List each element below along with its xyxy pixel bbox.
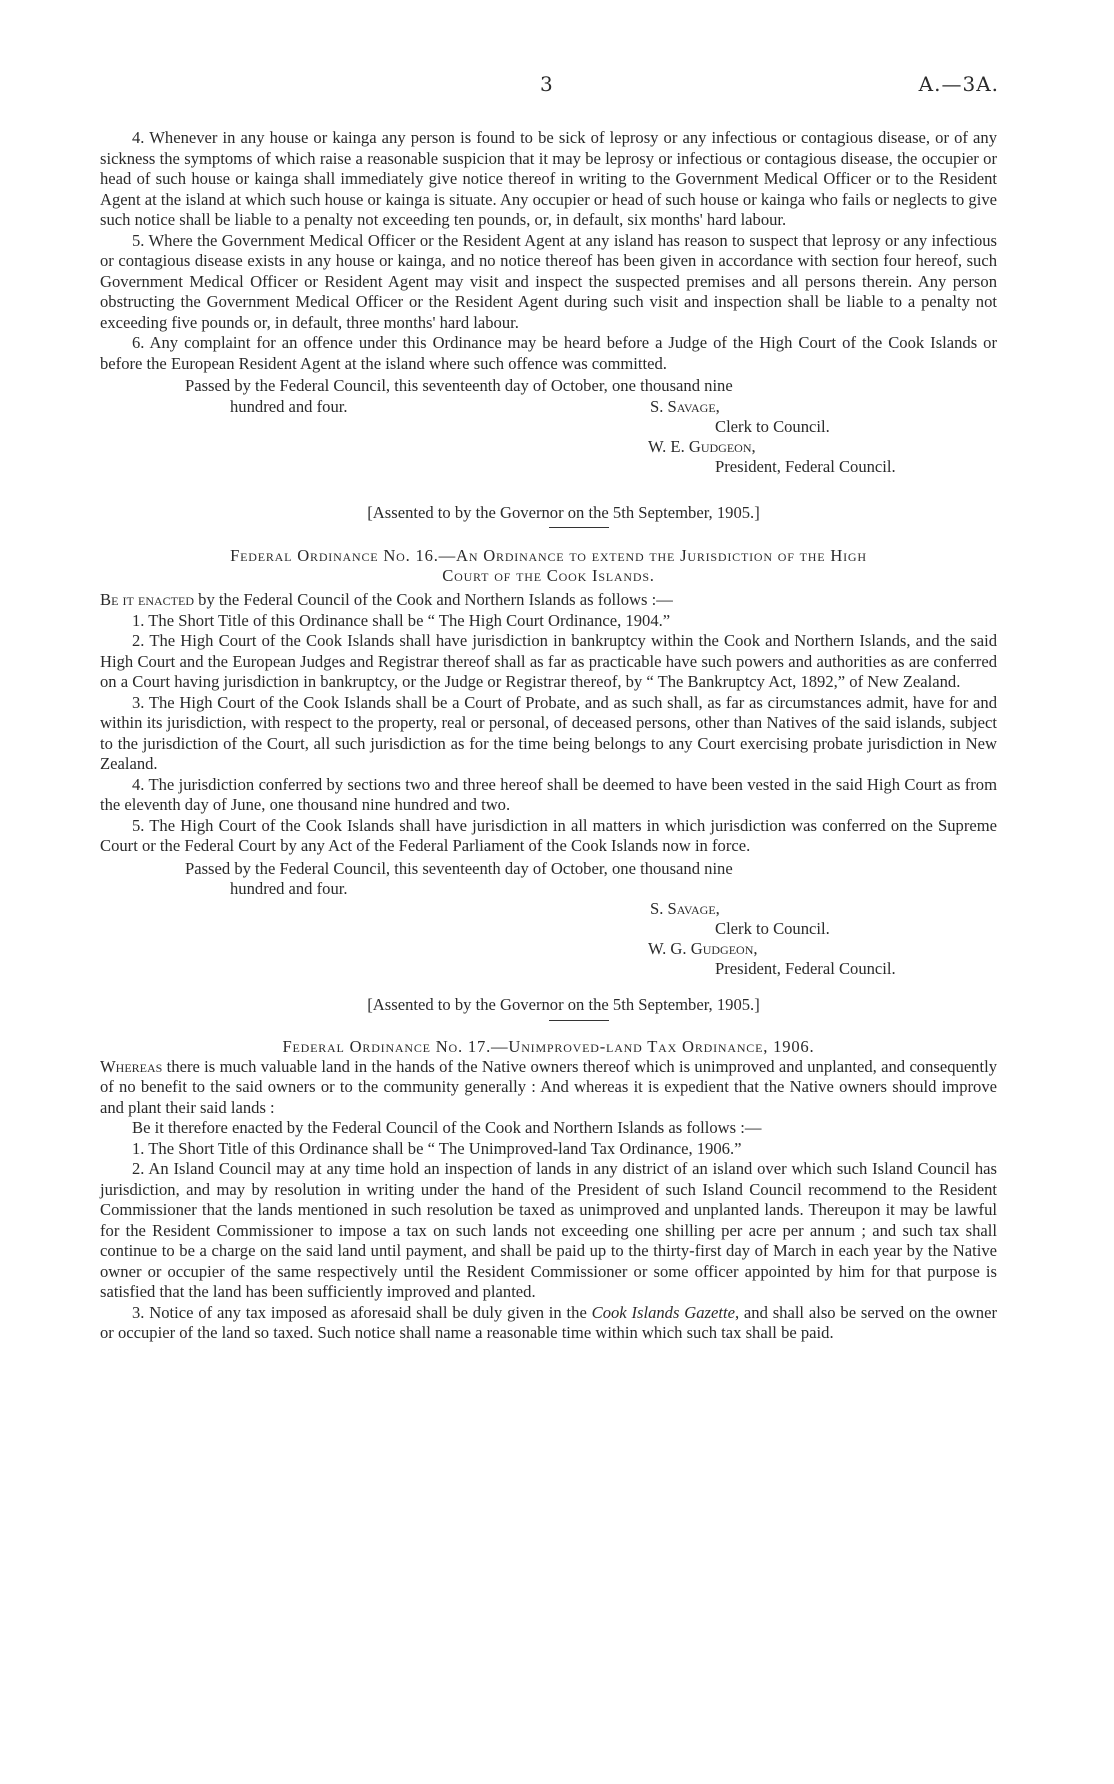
president-name: W. E. Gudgeon, xyxy=(648,436,756,456)
preamble-rest: there is much valuable land in the hands of the Native owners thereof which is unimproved and unplanted, and consequently of no benefit to the said owners or to the community generally : And whereas it is expedient that the Native owners should improve and plant their said lands : xyxy=(100,1056,997,1117)
signature-block xyxy=(100,879,997,989)
section-divider xyxy=(549,1020,609,1021)
signature-block xyxy=(100,397,997,497)
assent-note: [Assented to by the Governor on the 5th September, 1905.] xyxy=(367,502,760,522)
president-name: W. G. Gudgeon, xyxy=(648,939,758,958)
ordinance-16-heading xyxy=(100,546,997,586)
clerk-name: S. Savage, xyxy=(650,396,720,416)
enacting-clause: Be it therefore enacted by the Federal Council of the Cook and Northern Islands as follows :— xyxy=(132,1118,762,1137)
ordinance-17-heading: Federal Ordinance No. 17.—Unimproved-land Tax Ordinance, 1906. xyxy=(282,1036,815,1056)
section-3-part-b: , and shall also be served on the owner or occupier of the land so taxed. Such notice shall name a reasonable time within which such tax shall be paid. xyxy=(100,1302,997,1342)
section-2: 2. The High Court of the Cook Islands shall have jurisdiction in bankruptcy within the Cook and Northern Islands, and the said High Court and the European Judges and Registrar thereof shall as far as practicable have such powers and authorities as are conferred on a Court having jurisdiction in bankruptcy, or the Judge or Registrar thereof, by “ The Bankruptcy Act, 1892,” of New Zealand. xyxy=(100,631,997,691)
assent-note: [Assented to by the Governor on the 5th September, 1905.] xyxy=(367,995,760,1014)
section-4: 4. Whenever in any house or kainga any person is found to be sick of leprosy or any infectious or contagious disease, or of any sickness the symptoms of which raise a reasonable suspicion that it may be leprosy or infectious or contagious disease, the occupier or head of such house or kainga shall immediately give notice thereof in writing to the Government Medical Officer or to the Resident Agent at the island at which such house or kainga is situate. Any occupier or head of such house or kainga who fails or neglects to give such notice shall be liable to a penalty not exceeding ten pounds, or, in default, six months' hard labour. xyxy=(100,128,997,229)
ordinance-15-tail xyxy=(100,128,997,528)
document-reference: A.—3A. xyxy=(918,72,999,96)
passed-statement: Passed by the Federal Council, this seventeenth day of October, one thousand nine xyxy=(185,858,733,878)
ordinance-16 xyxy=(100,546,997,1021)
ordinance-17 xyxy=(100,1037,997,1344)
heading-line-1: Federal Ordinance No. 16.—An Ordinance to extend the Jurisdiction of the High xyxy=(230,546,867,565)
heading-line-2: Court of the Cook Islands. xyxy=(442,566,655,585)
enacting-clause xyxy=(100,590,997,611)
passed-statement: Passed by the Federal Council, this seventeenth day of October, one thousand nine xyxy=(185,376,733,395)
clerk-name: S. Savage, xyxy=(650,899,720,918)
section-3-part-a: 3. Notice of any tax imposed as aforesaid shall be duly given in the xyxy=(132,1302,592,1322)
passed-date-tail: hundred and four. xyxy=(230,879,348,898)
preamble xyxy=(100,1057,997,1119)
president-title: President, Federal Council. xyxy=(715,456,896,476)
section-6: 6. Any complaint for an offence under this Ordinance may be heard before a Judge of the High Court of the Cook Islands or before the European Resident Agent at the island where such offence was committed. xyxy=(100,333,997,373)
section-2: 2. An Island Council may at any time hold an inspection of lands in any district of an island over which such Island Council has jurisdiction, and may by resolution in writing under the hand of the President of such Island Council recommend to the Resident Commissioner that the lands mentioned in such resolution be taxed as unimproved and unplanted lands. Thereupon it may be lawful for the Resident Commissioner to impose a tax on such lands not exceeding one shilling per acre per annum ; and such tax shall continue to be a charge on the said land until payment, and shall be paid up to the thirty-first day of March in each year by the Native owner or occupier of the same respectively until the Resident Commissioner or some officer appointed by him for that purpose is satisfied that the land has been sufficiently improved and planted. xyxy=(100,1159,997,1301)
president-title: President, Federal Council. xyxy=(715,959,896,978)
page-number: 3 xyxy=(540,72,553,96)
section-5: 5. The High Court of the Cook Islands shall have jurisdiction in all matters in which jurisdiction was conferred on the Supreme Court or the Federal Court by any Act of the Federal Parliament of the Cook Islands now in force. xyxy=(100,815,997,855)
enacting-rest: by the Federal Council of the Cook and Northern Islands as follows :— xyxy=(194,590,673,609)
document-body xyxy=(100,128,997,1344)
section-divider xyxy=(549,527,609,528)
clerk-title: Clerk to Council. xyxy=(715,919,830,938)
enacting-lead: Be it enacted xyxy=(100,590,195,609)
section-5: 5. Where the Government Medical Officer or the Resident Agent at any island has reason to suspect that leprosy or any infectious or contagious disease exists in any house or kainga, and no notice thereof has been given in accordance with section four hereof, such Government Medical Officer or Resident Agent may visit and inspect the suspected premises and all persons therein. Any person obstructing the Government Medical Officer or the Resident Agent during such visit and inspection shall be liable to a penalty not exceeding five pounds or, in default, three months' hard labour. xyxy=(100,230,997,332)
preamble-lead: Whereas xyxy=(100,1056,163,1076)
section-4: 4. The jurisdiction conferred by sections two and three hereof shall be deemed to have been vested in the said High Court as from the eleventh day of June, one thousand nine hundred and two. xyxy=(100,774,997,814)
gazette-title: Cook Islands Gazette xyxy=(591,1302,735,1322)
section-1: 1. The Short Title of this Ordinance shall be “ The High Court Ordinance, 1904.” xyxy=(132,610,671,630)
clerk-title: Clerk to Council. xyxy=(715,416,830,436)
section-1: 1. The Short Title of this Ordinance shall be “ The Unimproved-land Tax Ordinance, 1906.” xyxy=(132,1138,742,1158)
section-3 xyxy=(100,1303,997,1344)
section-3: 3. The High Court of the Cook Islands shall be a Court of Probate, and as such shall, as far as circumstances admit, have for and within its jurisdiction, with respect to the property, real or personal, of deceased persons, other than Natives of the said islands, subject to the jurisdiction of the Court, all such jurisdiction as for the time being belongs to any Court exercising probate jurisdiction in New Zealand. xyxy=(100,692,997,773)
page-header xyxy=(0,72,1114,102)
passed-date-tail: hundred and four. xyxy=(230,396,348,416)
